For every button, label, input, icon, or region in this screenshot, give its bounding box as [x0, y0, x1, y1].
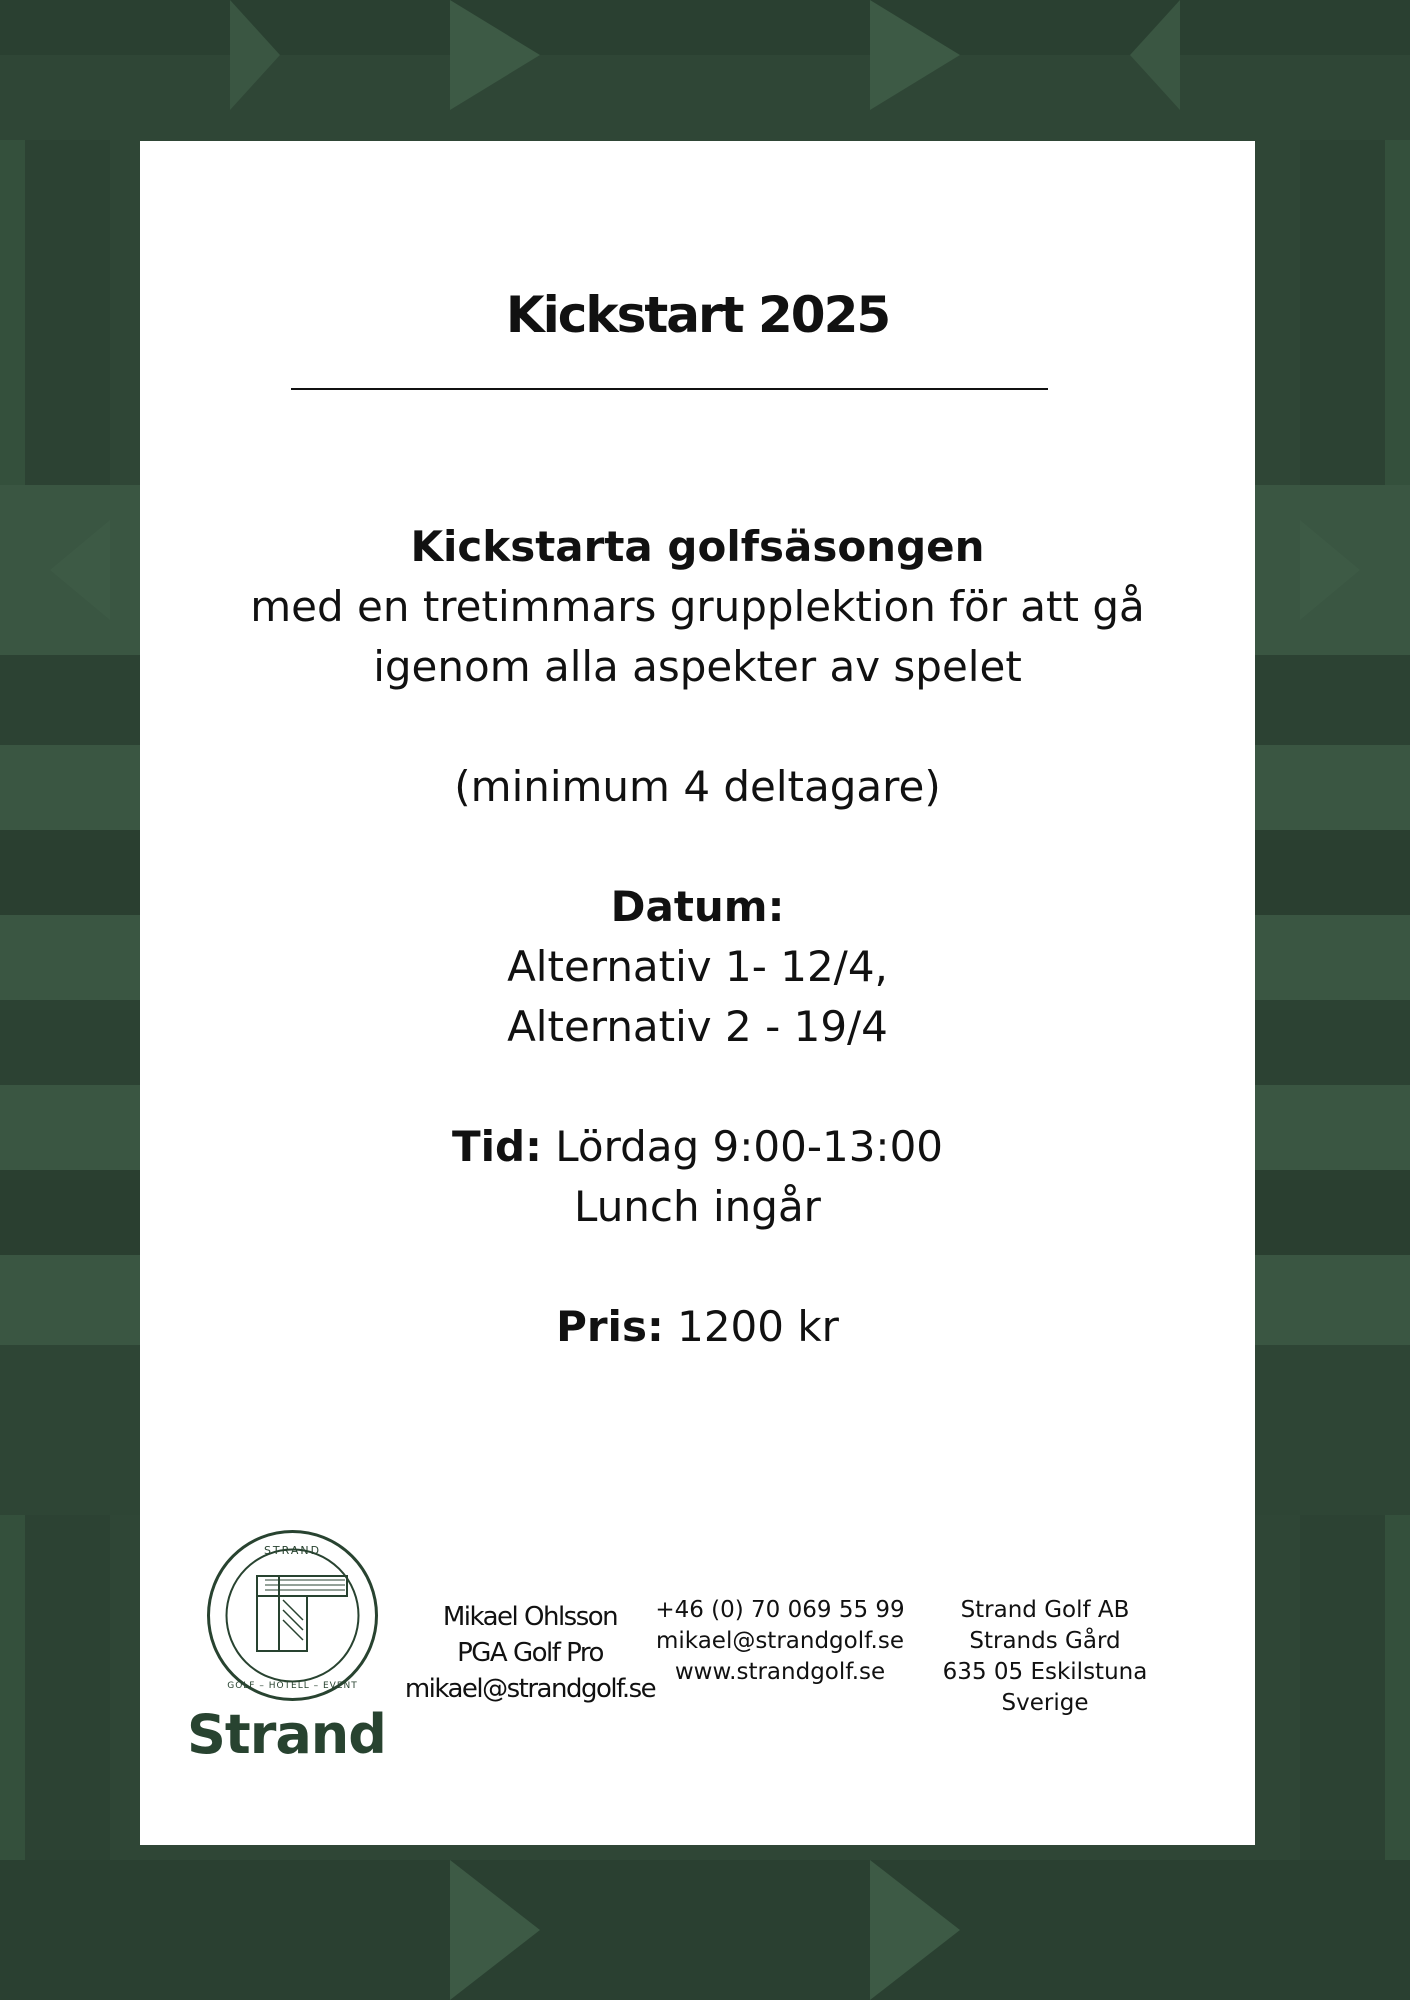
intro-heading: Kickstarta golfsäsongen [410, 522, 985, 571]
company-name: Strand Golf AB [960, 1597, 1130, 1623]
svg-text:STRAND: STRAND [263, 1544, 322, 1557]
company-city: 635 05 Eskilstuna [942, 1659, 1148, 1685]
svg-text:GOLF – HOTELL – EVENT: GOLF – HOTELL – EVENT [227, 1681, 358, 1691]
contact-website: www.strandgolf.se [674, 1659, 886, 1685]
datum-label: Datum: [610, 882, 785, 931]
intro-line-1: med en tretimmars grupplektion för att gå [250, 582, 1145, 631]
title-divider [291, 388, 1048, 390]
tid-value: Lördag 9:00-13:00 [555, 1122, 944, 1171]
tid-note: Lunch ingår [574, 1182, 821, 1231]
tid-label: Tid: [451, 1122, 542, 1171]
company-address [940, 1595, 1150, 1719]
pris-label: Pris: [556, 1302, 664, 1351]
contact-person [395, 1599, 665, 1707]
contact-info [640, 1595, 920, 1688]
strand-golf-emblem-icon [205, 1528, 380, 1703]
datum-alt-2: Alternativ 2 - 19/4 [507, 1002, 888, 1051]
company-street: Strands Gård [969, 1628, 1121, 1654]
contact-role: PGA Golf Pro [457, 1638, 603, 1668]
flyer-footer [140, 1528, 1255, 1828]
minimum-participants: (minimum 4 deltagare) [454, 762, 941, 811]
strand-wordmark: Strand [187, 1703, 386, 1766]
contact-email: mikael@strandgolf.se [655, 1628, 904, 1654]
pris-line [140, 1297, 1255, 1357]
datum-alt-1: Alternativ 1- 12/4, [507, 942, 888, 991]
contact-person-email: mikael@strandgolf.se [404, 1674, 656, 1704]
company-country: Sverige [1001, 1690, 1089, 1716]
pris-value: 1200 kr [677, 1302, 839, 1351]
intro-line-2: igenom alla aspekter av spelet [373, 642, 1022, 691]
tid-line [140, 1117, 1255, 1177]
contact-name: Mikael Ohlsson [442, 1602, 618, 1632]
page-title: Kickstart 2025 [505, 286, 890, 344]
contact-phone: +46 (0) 70 069 55 99 [655, 1597, 905, 1623]
flyer-body [140, 517, 1255, 1357]
flyer-card [140, 141, 1255, 1845]
